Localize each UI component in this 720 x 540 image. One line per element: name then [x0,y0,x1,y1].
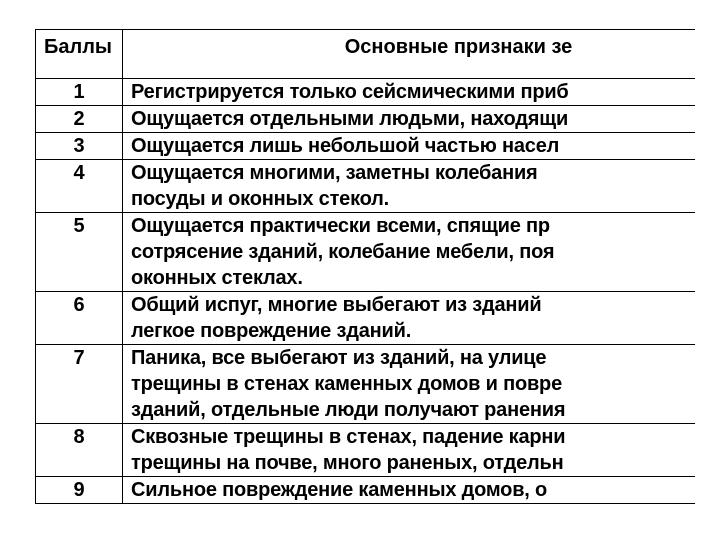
description-line: легкое повреждение зданий. [131,320,412,342]
row-score: 1 [36,79,123,106]
row-description [123,292,696,345]
table-row [36,79,696,106]
row-score: 6 [36,292,123,345]
row-description [123,79,696,106]
table-row [36,106,696,133]
row-score: 4 [36,160,123,213]
row-description [123,213,696,292]
description-line: Сквозные трещины в стенах, падение карни [131,426,566,448]
header-score: Баллы [36,30,123,79]
description-line: сотрясение зданий, колебание мебели, поя [131,241,555,263]
description-line: Паника, все выбегают из зданий, на улице [131,347,547,369]
table-header-row [36,30,696,79]
row-description [123,106,696,133]
row-score: 7 [36,345,123,424]
table-row [36,477,696,504]
description-line: Ощущается практически всеми, спящие пр [131,215,550,237]
row-score: 3 [36,133,123,160]
description-line: Ощущается многими, заметны колебания [131,162,538,184]
table-row [36,133,696,160]
description-line: Сильное повреждение каменных домов, о [131,479,548,501]
description-line: оконных стеклах. [131,267,303,289]
table-row [36,292,696,345]
table-body [36,79,696,504]
row-score: 2 [36,106,123,133]
row-description [123,345,696,424]
table-row [36,345,696,424]
description-line: Общий испуг, многие выбегают из зданий [131,294,542,316]
description-line: зданий, отдельные люди получают ранения [131,399,566,421]
seismic-intensity-table [35,29,695,504]
row-description [123,133,696,160]
table-row [36,424,696,477]
row-score: 8 [36,424,123,477]
table-row [36,160,696,213]
description-line: Ощущается отдельными людьми, находящи [131,108,569,130]
row-score: 5 [36,213,123,292]
description-line: посуды и оконных стекол. [131,188,390,210]
row-description [123,424,696,477]
row-description [123,160,696,213]
description-line: Ощущается лишь небольшой частью насел [131,135,560,157]
description-line: трещины на почве, много раненых, отдельн [131,452,564,474]
description-line: трещины в стенах каменных домов и повре [131,373,562,395]
table-row [36,213,696,292]
row-score: 9 [36,477,123,504]
description-line: Регистрируется только сейсмическими приб [131,81,569,103]
row-description [123,477,696,504]
header-description: Основные признаки зе [123,30,696,79]
